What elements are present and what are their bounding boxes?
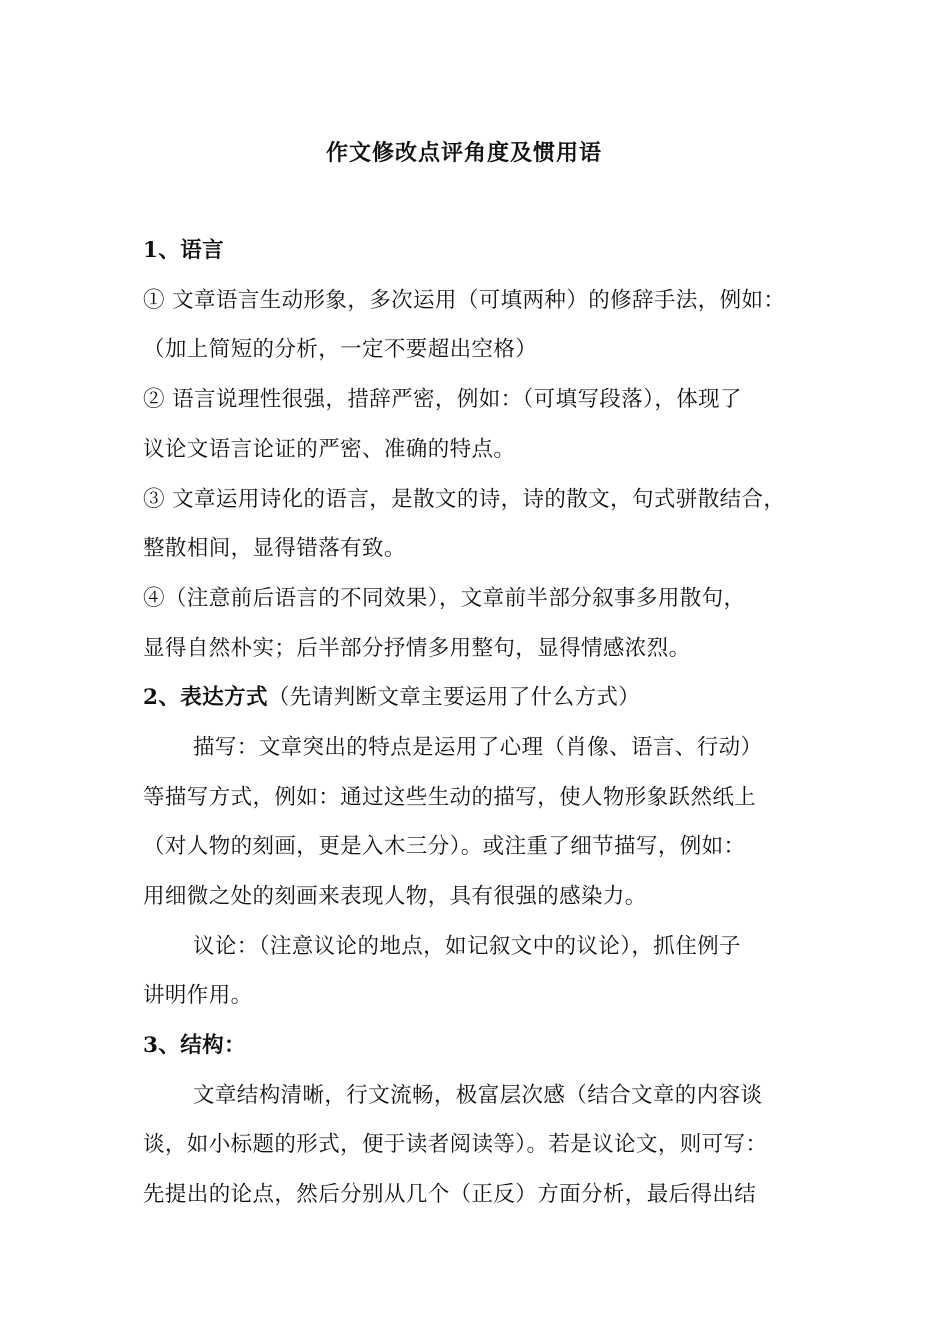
- section-1-item-1-line-2: （加上简短的分析，一定不要超出空格）: [143, 337, 538, 362]
- section-3-line-2: 谈，如小标题的形式，便于读者阅读等）。若是议论文，则可写：: [143, 1132, 768, 1157]
- section-1-heading: 1、语言: [143, 238, 225, 263]
- section-2-description-line-1: 描写：文章突出的特点是运用了心理（肖像、语言、行动）: [193, 735, 763, 760]
- document-title: 作文修改点评角度及惯用语: [325, 140, 602, 166]
- section-1-item-1-line-1: ① 文章语言生动形象，多次运用（可填两种）的修辞手法，例如：: [143, 288, 786, 313]
- section-2-argument-line-2: 讲明作用。: [143, 983, 253, 1008]
- section-1-item-3-line-2: 整散相间，显得错落有致。: [143, 536, 406, 561]
- section-2-heading-row: [143, 678, 833, 718]
- section-1-item-2-line-2: 议论文语言论证的严密、准确的特点。: [143, 437, 516, 462]
- section-2-heading-note: （先请判断文章主要运用了什么方式）: [267, 685, 641, 710]
- section-3-line-1: 文章结构清晰，行文流畅，极富层次感（结合文章的内容谈: [193, 1083, 763, 1108]
- section-1-item-2-line-1: ② 语言说理性很强，措辞严密，例如：（可填写段落），体现了: [143, 387, 742, 412]
- section-2-argument-line-1: 议论：（注意议论的地点，如记叙文中的议论），抓住例子: [193, 934, 741, 959]
- section-1-item-4-line-2: 显得自然朴实；后半部分抒情多用整句，显得情感浓烈。: [143, 636, 691, 661]
- section-3-heading: 3、结构：: [143, 1033, 246, 1058]
- section-1-item-4-line-1: ④（注意前后语言的不同效果），文章前半部分叙事多用散句，: [143, 586, 746, 611]
- section-3-line-3: 先提出的论点，然后分别从几个（正反）方面分析，最后得出结: [143, 1182, 757, 1207]
- section-1-item-3-line-1: ③ 文章运用诗化的语言，是散文的诗，诗的散文，句式骈散结合，: [143, 487, 786, 512]
- section-2-description-line-3: （对人物的刻画，更是入木三分）。或注重了细节描写，例如：: [143, 834, 746, 859]
- section-2-heading: 2、表达方式: [143, 685, 268, 710]
- section-2-description-line-2: 等描写方式，例如：通过这些生动的描写，使人物形象跃然纸上: [143, 785, 757, 810]
- section-2-description-line-4: 用细微之处的刻画来表现人物，具有很强的感染力。: [143, 884, 647, 909]
